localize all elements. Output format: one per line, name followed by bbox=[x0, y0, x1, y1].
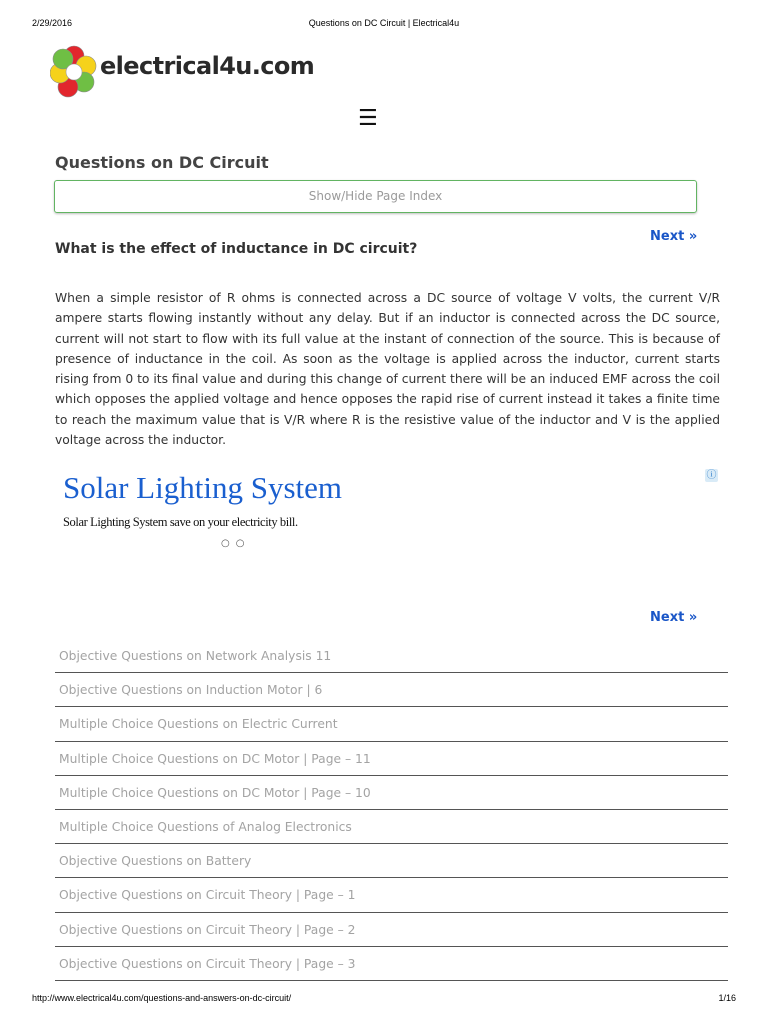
print-page-title: Questions on DC Circuit | Electrical4u bbox=[308, 18, 460, 28]
ad-title-link[interactable]: Solar Lighting System bbox=[63, 470, 342, 505]
related-link[interactable]: Multiple Choice Questions of Analog Electronics bbox=[55, 810, 728, 844]
logo-text: electrical4u.com bbox=[100, 52, 315, 80]
advertisement bbox=[63, 470, 723, 560]
print-header bbox=[0, 18, 768, 32]
related-link[interactable]: Multiple Choice Questions on DC Motor | Page – 11 bbox=[55, 742, 728, 776]
ad-description: Solar Lighting System save on your electricity bill. bbox=[63, 515, 298, 529]
answer-paragraph: When a simple resistor of R ohms is connected across a DC source of voltage V volts, the current V/R ampere starts flowing instantly without any delay. But if an inductor is connected across the DC source, current will not start to flow with its full value at the instant of connection of the source. This is because of presence of inductance in the coil. As soon as the voltage is applied across the inductor, current starts rising from 0 to its final value and during this change of current there will be an induced EMF across the coil which opposes the applied voltage and hence opposes the rapid rise of current instead it takes a finite time to reach the maximum value that is V/R where R is the resistive value of the inductor and V is the applied voltage across the inductor. bbox=[55, 291, 720, 448]
ad-info-icon[interactable]: ⓘ bbox=[706, 470, 717, 481]
site-logo[interactable] bbox=[50, 44, 315, 100]
related-link[interactable]: Objective Questions on Circuit Theory | Page – 3 bbox=[55, 947, 728, 981]
related-link[interactable]: Multiple Choice Questions on Electric Current bbox=[55, 707, 728, 741]
print-page-number: 1/16 bbox=[718, 993, 736, 1003]
print-date: 2/29/2016 bbox=[32, 18, 73, 28]
page-title: Questions on DC Circuit bbox=[55, 153, 269, 172]
related-link[interactable]: Objective Questions on Battery bbox=[55, 844, 728, 878]
next-page-link[interactable]: Next » bbox=[650, 229, 698, 244]
page-index-toggle-button[interactable]: Show/Hide Page Index bbox=[54, 180, 697, 213]
related-link[interactable]: Objective Questions on Circuit Theory | Page – 1 bbox=[55, 878, 728, 912]
hamburger-menu-icon[interactable]: ☰ bbox=[358, 106, 378, 131]
ad-carousel-dots[interactable]: ○○ bbox=[221, 538, 251, 549]
print-url: http://www.electrical4u.com/questions-and-answers-on-dc-circuit/ bbox=[32, 993, 292, 1003]
related-links-list bbox=[55, 639, 728, 981]
related-link[interactable]: Objective Questions on Induction Motor | 6 bbox=[55, 673, 728, 707]
next-page-link-bottom[interactable]: Next » bbox=[650, 610, 698, 625]
logo-center bbox=[66, 64, 82, 80]
question-heading: What is the effect of inductance in DC circuit? bbox=[55, 241, 418, 257]
flower-logo-icon bbox=[50, 44, 98, 100]
related-link[interactable]: Multiple Choice Questions on DC Motor | Page – 10 bbox=[55, 776, 728, 810]
related-link[interactable]: Objective Questions on Circuit Theory | Page – 2 bbox=[55, 913, 728, 947]
print-footer bbox=[0, 993, 768, 1007]
related-link[interactable]: Objective Questions on Network Analysis 11 bbox=[55, 639, 728, 673]
